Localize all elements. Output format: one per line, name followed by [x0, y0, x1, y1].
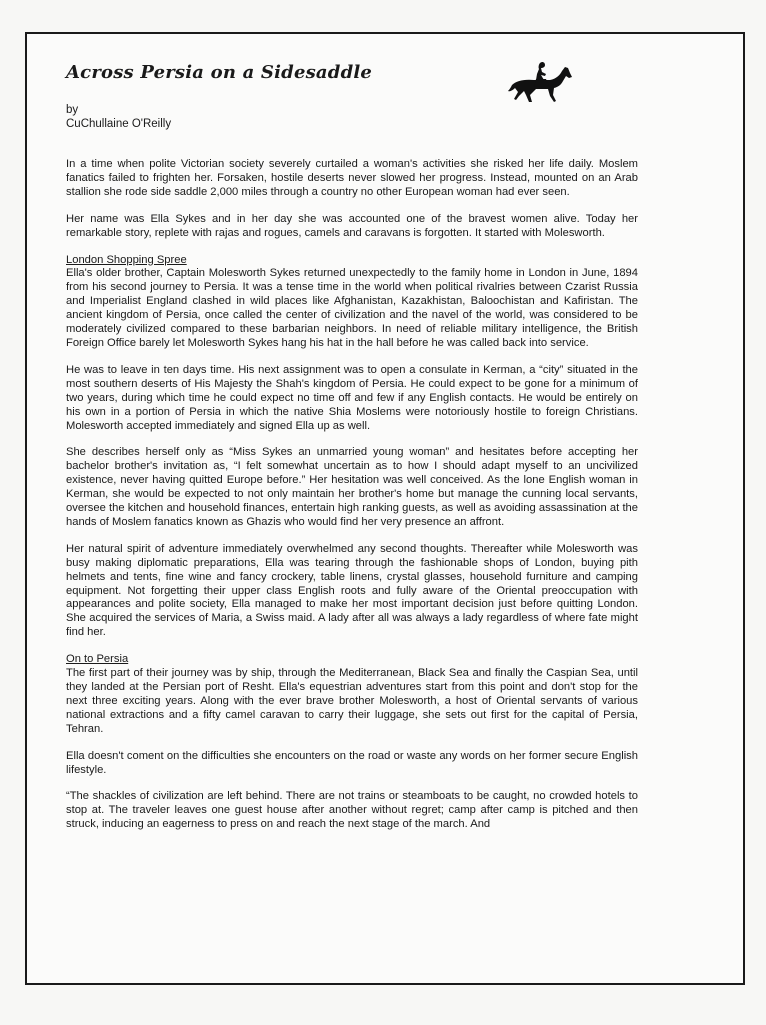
paragraph: Her natural spirit of adventure immediately overwhelmed any second thoughts. Thereafter while Molesworth was busy making diplomatic preparations, Ella was tearing through the fashionable shops of London, buying pith helmets and tents, fine wine and fancy crockery, table linens, crystal glasses, household furniture and camping equipment. Not forgetting their upper class English roots and fully aware of the Oriental preoccupation with appearances and polite society, Ella managed to make her most important decision just before quitting London. She acquired the services of Maria, a Swiss maid. A lady after all was always a lady regardless of where fate might find her. [66, 542, 638, 639]
paragraph: She describes herself only as “Miss Sykes an unmarried young woman” and hesitates before accepting her bachelor brother's invitation as, “I felt somewhat uncertain as to how I should adapt myself to an uncivilized existence, never having quitted Europe before.” Her hesitation was well conceived. As the lone English woman in Kerman, she would be expected to not only maintain her brother's home but manage the cunning local servants, oversee the kitchen and household finances, entertain high ranking guests, as well as avoiding assassination at the hands of Moslem fanatics known as Ghazis who would find her very presence an affront. [66, 446, 638, 528]
paragraph: Ella doesn't coment on the difficulties she encounters on the road or waste any words on her former secure English lifestyle. [66, 749, 638, 776]
section-heading: On to Persia [66, 653, 129, 666]
article-title: Across Persia on a Sidesaddle [66, 62, 373, 83]
paragraph: In a time when polite Victorian society severely curtailed a woman's activities she risked her life daily. Moslem fanatics failed to frighten her. Forsaken, hostile deserts never slowed her progress. Instead, mounted on an Arab stallion she rode side saddle 2,000 miles through a country no other European woman had ever seen. [66, 158, 638, 198]
article-body [66, 158, 638, 845]
paragraph: The first part of their journey was by ship, through the Mediterranean, Black Sea and finally the Caspian Sea, until they landed at the Persian port of Resht. Ella's equestrian adventures start from this point and don't stop for the next three exciting years. Along with the ever brave brother Molesworth, a host of Oriental servants of various national extractions and a fifty camel caravan to carry their luggage, she sets out first for the capital of Persia, Tehran. [66, 667, 638, 735]
section-london [66, 254, 638, 351]
paragraph: “The shackles of civilization are left behind. There are not trains or steamboats to be caught, no crowded hotels to stop at. The traveler leaves one guest house after another without regret; camp after camp is pitched and then struck, inducing an eagerness to press on and reach the next stage of the march. And [66, 790, 638, 831]
paragraph: Her name was Ella Sykes and in her day she was accounted one of the bravest women alive. Today her remarkable story, replete with rajas and rogues, camels and caravans is forgotten. It started with Molesworth. [66, 212, 638, 239]
paragraph: He was to leave in ten days time. His next assignment was to open a consulate in Kerman, a “city” situated in the most southern deserts of His Majesty the Shah's kingdom of Persia. He could expect to be gone for a minimum of two years, during which time he could expect no time off and few if any English contacts. He would be entirely on his own in a portion of Persia in which the native Shia Moslems were notoriously hostile to foreign Christians. Molesworth accepted immediately and signed Ella up as well. [66, 363, 638, 432]
byline [66, 103, 171, 131]
section-heading: London Shopping Spree [66, 253, 187, 266]
section-persia [66, 653, 638, 736]
byline-author: CuChullaine O'Reilly [66, 118, 172, 130]
byline-by: by [66, 104, 79, 116]
rider-icon [506, 55, 574, 107]
paragraph: Ella's older brother, Captain Molesworth Sykes returned unexpectedly to the family home in London in June, 1894 from his second journey to Persia. It was a tense time in the world when political rivalries between Czarist Russia and Imperialist England clashed in wild places like Afghanistan, Kazakhistan, Baloochistan and Kafiristan. The ancient kingdom of Persia, once called the center of civilization and the navel of the world, was considered to be moderately civilized compared to these barbarian neighbors. In need of reliable military intelligence, the British Foreign Office barely let Molesworth Sykes hang his hat in the hall before he was called back into service. [66, 267, 638, 349]
